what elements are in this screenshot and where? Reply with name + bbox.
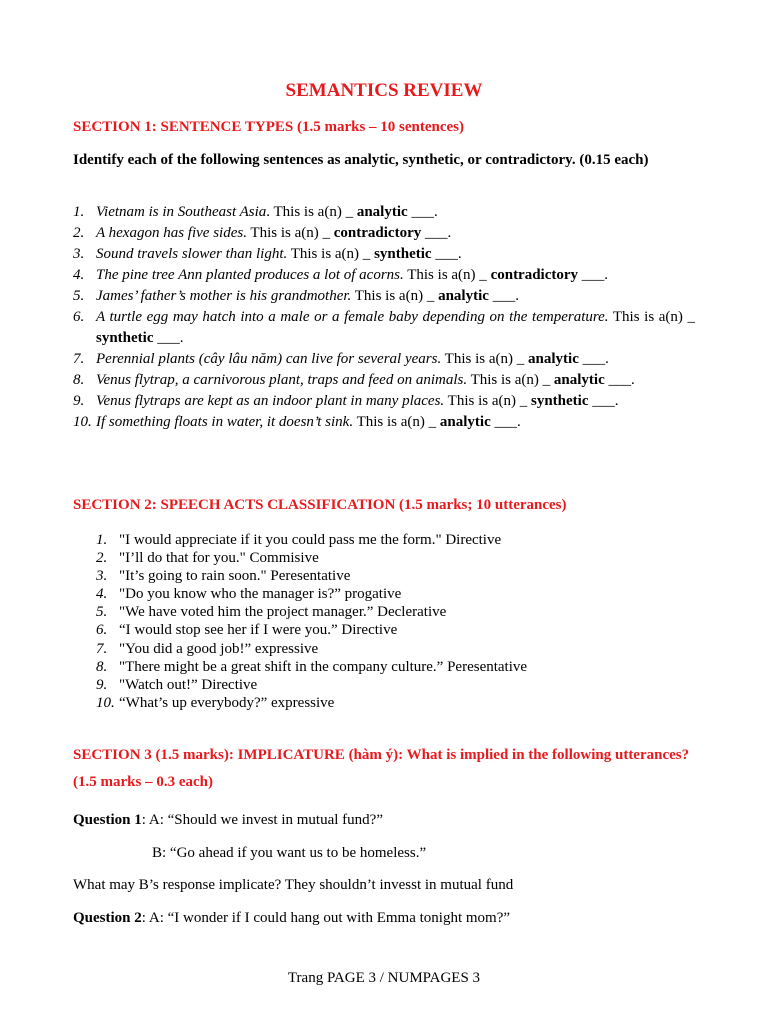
question-1-answer: What may B’s response implicate? They shouldn’t invesst in mutual fund xyxy=(73,877,514,893)
answer-blank: ___. xyxy=(604,372,635,388)
list-item xyxy=(96,640,527,658)
item-number: 10. xyxy=(96,694,115,711)
list-item xyxy=(73,391,695,412)
answer-text: contradictory xyxy=(490,267,579,283)
utterance-text: "You did a good job!” expressive xyxy=(119,640,319,657)
utterance-text: "I would appreciate if it you could pass me the form." Directive xyxy=(119,532,502,548)
list-item xyxy=(73,223,695,244)
question-1-line xyxy=(73,812,383,829)
sentence-prompt: This is a(n) _ xyxy=(246,225,334,241)
item-number: 4. xyxy=(96,586,108,603)
question-2-label: Question 2 xyxy=(73,910,142,926)
utterance-text: "We have voted him the project manager.” Declerative xyxy=(119,604,447,621)
item-number: 3. xyxy=(73,246,85,262)
answer-blank: ___. xyxy=(578,267,609,283)
section-3-heading: SECTION 3 (1.5 marks): IMPLICATURE (hàm ý): What is implied in the following utterances? (1.5 marks – 0.3 each) xyxy=(73,747,690,790)
item-number: 9. xyxy=(96,676,108,693)
utterance-text: "Watch out!” Directive xyxy=(119,676,258,693)
item-number: 6. xyxy=(73,309,85,325)
item-number: 7. xyxy=(96,640,108,657)
list-item xyxy=(96,567,527,585)
utterance-text: "I’ll do that for you." Commisive xyxy=(119,550,319,567)
item-number: 10. xyxy=(73,414,92,430)
question-1-label: Question 1 xyxy=(73,812,142,828)
sentence-prompt: This is a(n) _ xyxy=(353,414,440,430)
item-number: 1. xyxy=(96,532,108,548)
item-number: 2. xyxy=(73,225,85,241)
answer-text: analytic xyxy=(356,204,408,220)
sentence-prompt: This is a(n) _ xyxy=(403,267,491,283)
section-2-list xyxy=(96,531,527,712)
list-item xyxy=(96,621,527,639)
section-1-list xyxy=(73,202,695,433)
answer-blank: ___. xyxy=(578,351,609,367)
list-item xyxy=(73,265,695,286)
sentence-prompt: This is a(n) _ xyxy=(467,372,554,388)
sentence-text: A hexagon has five sides. xyxy=(96,225,247,241)
item-number: 7. xyxy=(73,351,85,367)
page-footer: Trang PAGE 3 / NUMPAGES 3 xyxy=(287,970,481,986)
sentence-prompt: This is a(n) _ xyxy=(441,351,529,367)
list-item xyxy=(96,585,527,603)
list-item xyxy=(73,349,695,370)
item-number: 5. xyxy=(73,288,85,304)
page-title: SEMANTICS REVIEW xyxy=(285,80,483,101)
answer-text: analytic xyxy=(528,351,579,367)
sentence-prompt: This is a(n) _ xyxy=(608,309,695,325)
list-item xyxy=(96,676,527,694)
section-1-instruction: Identify each of the following sentences as analytic, synthetic, or contradictory. (0.15 each) xyxy=(73,152,649,168)
sentence-text: The pine tree Ann planted produces a lot of acorns. xyxy=(96,267,404,283)
sentence-prompt: . This is a(n) _ xyxy=(266,204,357,220)
list-item xyxy=(73,307,695,349)
list-item xyxy=(96,694,527,712)
answer-text: analytic xyxy=(438,288,489,304)
answer-blank: ___. xyxy=(431,246,462,262)
list-item xyxy=(96,531,527,549)
question-1-speaker-b: B: “Go ahead if you want us to be homeless.” xyxy=(152,845,427,861)
section-1-heading: SECTION 1: SENTENCE TYPES (1.5 marks – 10 sentences) xyxy=(73,119,465,135)
list-item xyxy=(73,244,695,265)
question-1-speaker-a: : A: “Should we invest in mutual fund?” xyxy=(141,812,383,828)
list-item xyxy=(96,549,527,567)
item-number: 4. xyxy=(73,267,85,283)
sentence-text: Perennial plants (cây lâu năm) can live for several years. xyxy=(96,351,442,367)
sentence-text: A turtle egg may hatch into a male or a female baby depending on the temperature. xyxy=(96,309,609,325)
list-item xyxy=(73,286,695,307)
utterance-text: "It’s going to rain soon." Peresentative xyxy=(119,568,351,585)
answer-text: synthetic xyxy=(96,330,154,346)
item-number: 6. xyxy=(96,622,108,639)
answer-blank: ___. xyxy=(490,414,521,430)
answer-blank: ___. xyxy=(407,204,438,220)
answer-text: analytic xyxy=(439,414,491,430)
sentence-prompt: This is a(n) _ xyxy=(287,246,375,262)
section-2-heading: SECTION 2: SPEECH ACTS CLASSIFICATION (1.5 marks; 10 utterances) xyxy=(73,497,567,513)
question-2-line xyxy=(73,910,510,927)
answer-text: synthetic xyxy=(530,393,589,409)
sentence-prompt: This is a(n) _ xyxy=(351,288,439,304)
sentence-text: James’ father’s mother is his grandmother. xyxy=(96,288,352,304)
list-item xyxy=(96,658,527,676)
list-item xyxy=(73,412,695,433)
list-item xyxy=(96,603,527,621)
question-2-speaker-a: : A: “I wonder if I could hang out with Emma tonight mom?” xyxy=(141,910,511,926)
sentence-text: If something floats in water, it doesn’t sink. xyxy=(96,414,354,430)
item-number: 8. xyxy=(73,372,85,388)
answer-text: analytic xyxy=(553,372,605,388)
utterance-text: "Do you know who the manager is?” progative xyxy=(119,586,402,603)
utterance-text: “I would stop see her if I were you.” Directive xyxy=(119,622,398,639)
utterance-text: "There might be a great shift in the company culture.” Peresentative xyxy=(119,658,528,675)
item-number: 1. xyxy=(73,204,85,220)
answer-blank: ___. xyxy=(421,225,452,241)
answer-blank: ___. xyxy=(488,288,519,304)
item-number: 2. xyxy=(96,550,108,567)
answer-blank: ___. xyxy=(588,393,619,409)
item-number: 5. xyxy=(96,604,108,621)
sentence-text: Venus flytrap, a carnivorous plant, traps and feed on animals. xyxy=(96,372,468,388)
answer-text: contradictory xyxy=(333,225,422,241)
item-number: 8. xyxy=(96,658,108,675)
item-number: 9. xyxy=(73,393,85,409)
sentence-text: Vietnam is in Southeast Asia xyxy=(96,204,267,220)
sentence-prompt: This is a(n) _ xyxy=(444,393,531,409)
sentence-text: Sound travels slower than light. xyxy=(96,246,288,262)
sentence-text: Venus flytraps are kept as an indoor plant in many places. xyxy=(96,393,445,409)
answer-text: synthetic xyxy=(374,246,432,262)
utterance-text: “What’s up everybody?” expressive xyxy=(119,694,335,711)
answer-blank: ___. xyxy=(153,330,184,346)
list-item xyxy=(73,202,695,223)
list-item xyxy=(73,370,695,391)
item-number: 3. xyxy=(96,568,108,585)
